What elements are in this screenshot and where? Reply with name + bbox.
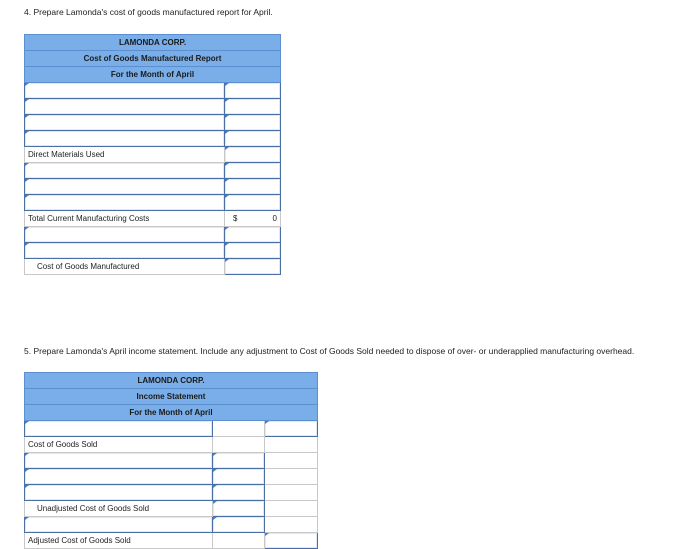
adjusted-cogs-input[interactable] — [265, 533, 318, 549]
amount-input[interactable] — [225, 227, 281, 243]
empty-cell — [265, 501, 318, 517]
label-input[interactable] — [25, 179, 225, 195]
cogm-input[interactable] — [225, 259, 281, 275]
amount-input[interactable] — [213, 469, 265, 485]
total-current-mfg-costs-value — [225, 211, 281, 227]
label-input[interactable] — [25, 453, 213, 469]
label-input[interactable] — [25, 99, 225, 115]
empty-cell — [213, 421, 265, 437]
label-input[interactable] — [25, 517, 213, 533]
amount-input[interactable] — [225, 163, 281, 179]
total-value: 0 — [272, 214, 277, 223]
amount-input[interactable] — [225, 131, 281, 147]
income-statement-table — [24, 372, 318, 549]
total-input[interactable] — [265, 421, 318, 437]
amount-input[interactable] — [225, 83, 281, 99]
label-input[interactable] — [25, 421, 213, 437]
statement-title: Income Statement — [25, 389, 318, 405]
empty-cell — [265, 469, 318, 485]
amount-input[interactable] — [225, 179, 281, 195]
amount-input[interactable] — [225, 195, 281, 211]
unadjusted-cogs-input[interactable] — [213, 501, 265, 517]
label-input[interactable] — [25, 485, 213, 501]
label-input[interactable] — [25, 131, 225, 147]
adjusted-cogs-label: Adjusted Cost of Goods Sold — [25, 533, 213, 549]
empty-cell — [265, 517, 318, 533]
direct-materials-used-label: Direct Materials Used — [25, 147, 225, 163]
report-title: Cost of Goods Manufactured Report — [25, 51, 281, 67]
statement-period: For the Month of April — [25, 405, 318, 421]
empty-cell — [213, 437, 265, 453]
question-5-prompt: 5. Prepare Lamonda's April income statement. Include any adjustment to Cost of Goods Sold needed to dispose of over- or underapplied manufacturing overhead. — [24, 346, 635, 356]
question-4-prompt: 4. Prepare Lamonda's cost of goods manufactured report for April. — [24, 7, 273, 17]
cogs-label: Cost of Goods Sold — [25, 437, 213, 453]
cogm-report-table — [24, 34, 281, 275]
empty-cell — [265, 453, 318, 469]
company-name: LAMONDA CORP. — [25, 373, 318, 389]
label-input[interactable] — [25, 469, 213, 485]
label-input[interactable] — [25, 115, 225, 131]
unadjusted-cogs-label: Unadjusted Cost of Goods Sold — [25, 501, 213, 517]
amount-input[interactable] — [213, 517, 265, 533]
label-input[interactable] — [25, 243, 225, 259]
label-input[interactable] — [25, 83, 225, 99]
report-period: For the Month of April — [25, 67, 281, 83]
empty-cell — [265, 437, 318, 453]
amount-input[interactable] — [213, 453, 265, 469]
amount-input[interactable] — [225, 99, 281, 115]
empty-cell — [265, 485, 318, 501]
company-name: LAMONDA CORP. — [25, 35, 281, 51]
total-current-mfg-costs-label: Total Current Manufacturing Costs — [25, 211, 225, 227]
label-input[interactable] — [25, 227, 225, 243]
label-input[interactable] — [25, 195, 225, 211]
currency-symbol: $ — [233, 214, 238, 223]
label-input[interactable] — [25, 163, 225, 179]
direct-materials-used-input[interactable] — [225, 147, 281, 163]
cogm-label: Cost of Goods Manufactured — [25, 259, 225, 275]
amount-input[interactable] — [225, 243, 281, 259]
amount-input[interactable] — [225, 115, 281, 131]
empty-cell — [213, 533, 265, 549]
amount-input[interactable] — [213, 485, 265, 501]
